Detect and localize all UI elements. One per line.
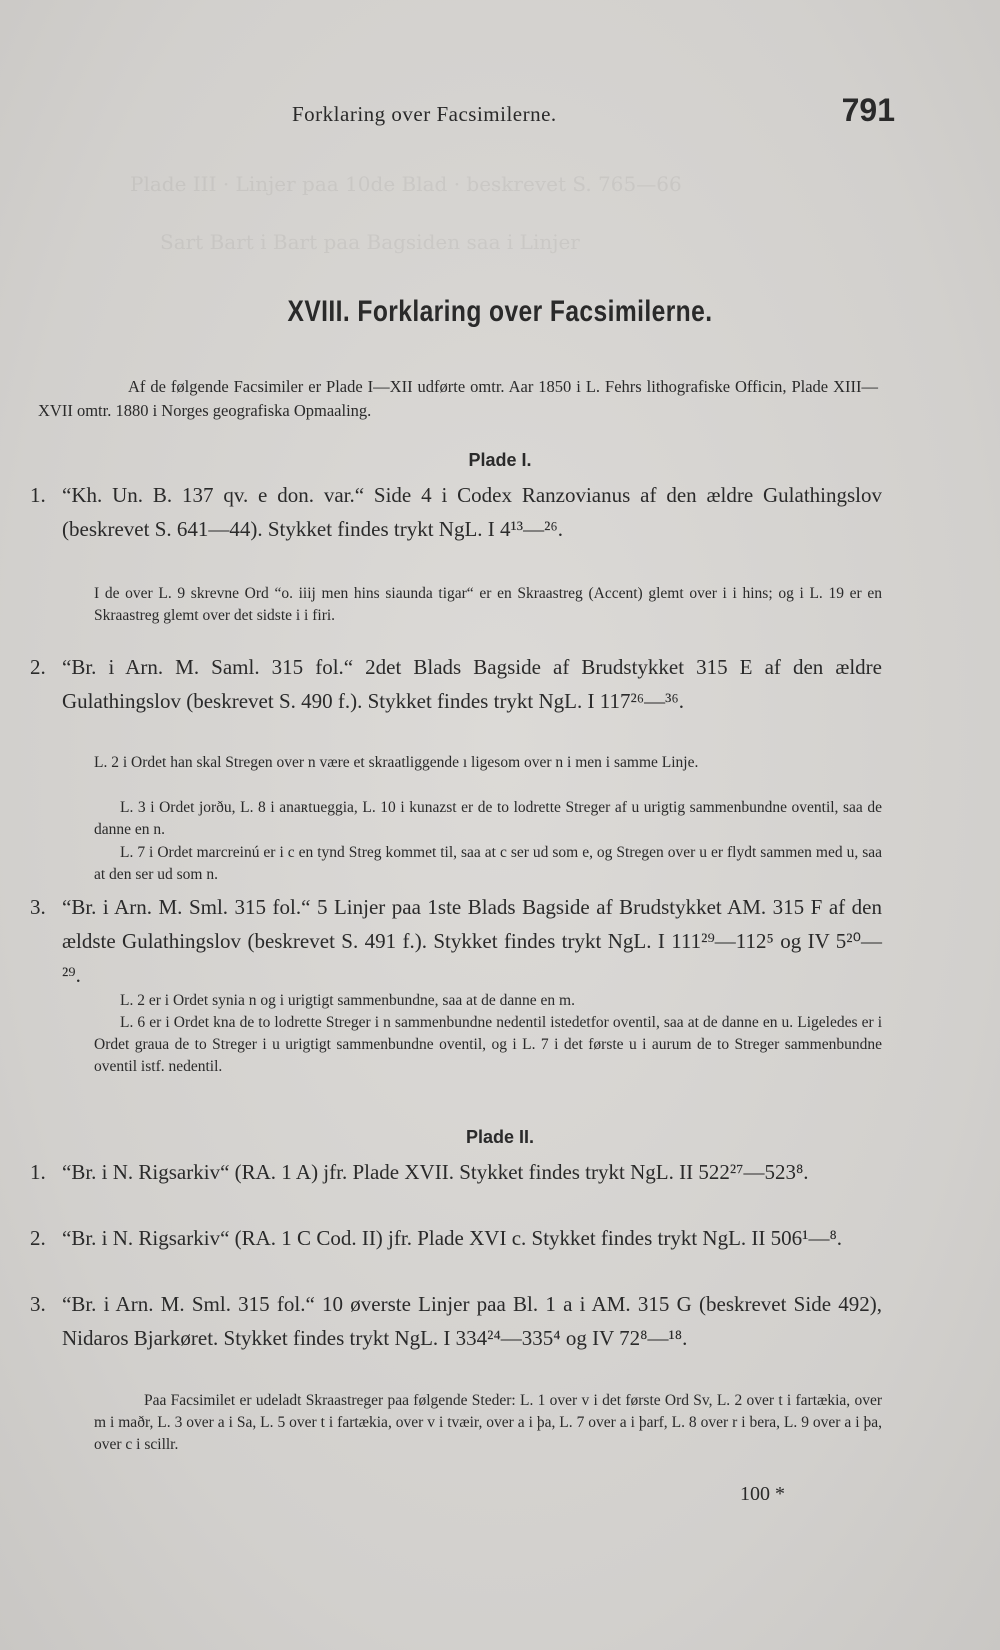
plate2-entry-3 (30, 1287, 882, 1355)
entry-text: “Br. i Arn. M. Sml. 315 fol.“ 5 Linjer paa 1ste Blads Bagside af Brudstykket AM. 315 F af den ældste Gulathingslov (beskrevet S. 491 f.). Stykket findes trykt NgL. I 111²⁹—112⁵ og IV 5²⁰—²⁹. (62, 895, 882, 987)
page-number: 791 (841, 92, 895, 128)
intro-paragraph: Af de følgende Facsimiler er Plade I—XII udførte omtr. Aar 1850 i L. Fehrs lithografiske Officin, Plade XIII—XVII omtr. 1880 i Norges geografiska Opmaaling. (38, 377, 878, 420)
plate-heading-1: Plade I. (468, 450, 532, 470)
plate1-entry-3 (30, 890, 882, 992)
plate1-entry-2-note-3: L. 7 i Ordet marcreinú er i c en tynd Streg kommet til, saa at c ser ud som e, og Stregen over u er flydt sammen med u, saa at den ser ud som n. (94, 844, 882, 883)
entry-text: “Br. i N. Rigsarkiv“ (RA. 1 A) jfr. Plade XVII. Stykket findes trykt NgL. II 522²⁷—523⁸. (62, 1160, 809, 1184)
plate-heading-2: Plade II. (465, 1127, 535, 1147)
entry-number: 1. (30, 483, 46, 507)
plate1-entry-2-note-2: L. 3 i Ordet jorðu, L. 8 i anaʀtueggia, L. 10 i kunazst er de to lodrette Streger af u urigtig sammenbundne oventil, saa de danne en n. (94, 799, 882, 838)
entry-text: “Kh. Un. B. 137 qv. e don. var.“ Side 4 i Codex Ranzovianus af den ældre Gulathingslov (beskrevet S. 641—44). Stykket findes trykt NgL. I 4¹³—²⁶. (62, 483, 882, 541)
plate2-entry-2 (30, 1221, 882, 1255)
entry-text: “Br. i Arn. M. Sml. 315 fol.“ 10 øverste Linjer paa Bl. 1 a i AM. 315 G (beskrevet Side 492), Nidaros Bjarkøret. Stykket findes trykt NgL. I 334²⁴—335⁴ og IV 72⁸—¹⁸. (62, 1292, 882, 1350)
bleed-through-text: Sart Bart i Bart paa Bagsiden saa i Linjer (160, 230, 580, 254)
running-title: Forklaring over Facsimilerne. (292, 102, 557, 126)
entry-number: 1. (30, 1160, 46, 1184)
running-header (92, 92, 895, 132)
plate1-entry-1 (30, 478, 882, 546)
plate1-entry-3-note-2: L. 6 er i Ordet kna de to lodrette Streger i n sammenbundne nedentil istedetfor oventil, saa at de danne en u. Ligeledes er i Ordet graua de to Streger i u urigtigt sammenbundne oventil, og i L. 7 i det første u i aurum de to Streger sammenbundne oventil istf. nedentil. (94, 1014, 882, 1075)
chapter-title: XVIII. Forklaring over Facsimilerne. (287, 295, 713, 328)
bleed-through-text: Plade III · Linjer paa 10de Blad · beskrevet S. 765—66 (130, 172, 682, 196)
signature-mark: 100 * (740, 1483, 785, 1505)
plate2-entry-1 (30, 1155, 882, 1189)
entry-text: “Br. i Arn. M. Saml. 315 fol.“ 2det Blads Bagside af Brudstykket 315 E af den ældre Gulathingslov (beskrevet S. 490 f.). Stykket findes trykt NgL. I 117²⁶—³⁶. (62, 655, 882, 713)
entry-number: 3. (30, 895, 46, 919)
plate1-entry-2-note-1: L. 2 i Ordet han skal Stregen over n være et skraatliggende ı ligesom over n i men i samme Linje. (94, 754, 699, 771)
plate1-entry-2 (30, 650, 882, 718)
plate2-note: Paa Facsimilet er udeladt Skraastreger paa følgende Steder: L. 1 over v i det første Ord Sv, L. 2 over t i fartækia, over m i maðr, L. 3 over a i Sa, L. 5 over t i fartækia, over v i tvæir, over a i þa, L. 7 over a i þarf, L. 8 over r i bera, L. 9 over a i þa, over c i scillr. (94, 1392, 882, 1453)
entry-number: 2. (30, 1226, 46, 1250)
entry-text: “Br. i N. Rigsarkiv“ (RA. 1 C Cod. II) jfr. Plade XVI c. Stykket findes trykt NgL. II 506¹—⁸. (62, 1226, 843, 1250)
entry-number: 3. (30, 1292, 46, 1316)
plate1-entry-3-note-1: L. 2 er i Ordet synia n og i urigtigt sammenbundne, saa at de danne en m. (120, 992, 575, 1009)
plate1-entry-1-note-1: I de over L. 9 skrevne Ord “o. iiij men hins siaunda tigar“ er en Skraastreg (Accent) glemt over i i hins; og i L. 19 er en Skraastreg glemt over det sidste i i firi. (94, 585, 882, 624)
entry-number: 2. (30, 655, 46, 679)
